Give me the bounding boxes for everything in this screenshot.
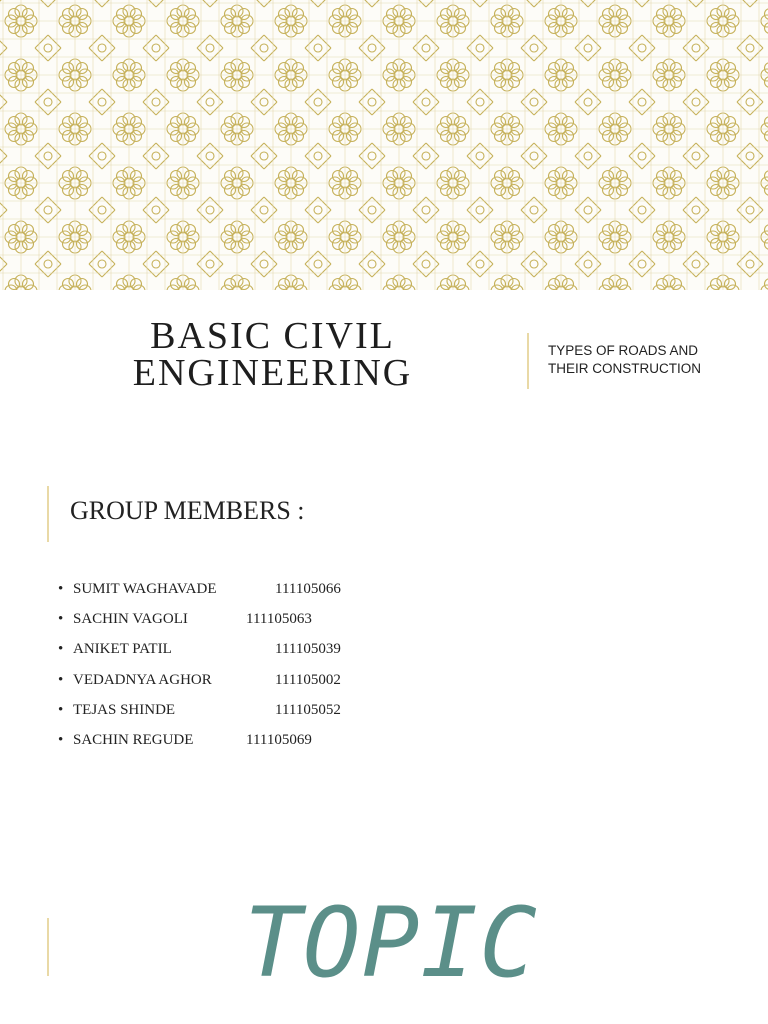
- slide-subtitle-line2: THEIR CONSTRUCTION: [548, 361, 701, 376]
- topic-accent-bar: [47, 918, 49, 976]
- bullet-icon: •: [58, 611, 64, 628]
- bullet-icon: •: [58, 581, 64, 597]
- member-roll-number: 111105039: [275, 641, 341, 658]
- member-name: VEDADNYA AGHOR: [73, 671, 212, 688]
- members-accent-bar: [47, 486, 49, 542]
- slide-title: [100, 315, 445, 394]
- bullet-icon: •: [58, 671, 64, 688]
- topic-heading: TOPIC: [244, 887, 538, 999]
- bullet-icon: •: [58, 731, 64, 748]
- slide-title-line2: ENGINEERING: [132, 352, 413, 394]
- header-pattern: [0, 0, 768, 290]
- member-name: SUMIT WAGHAVADE: [73, 581, 217, 597]
- member-roll-number: 111105069: [246, 731, 312, 748]
- slide-subtitle-line1: TYPES OF ROADS AND: [548, 343, 699, 358]
- member-name: SACHIN VAGOLI: [73, 611, 188, 628]
- member-name: ANIKET PATIL: [73, 641, 172, 658]
- member-roll-number: 111105052: [275, 701, 341, 718]
- flower-lattice-icon: [0, 0, 768, 290]
- slide-subtitle: [548, 342, 748, 378]
- bullet-icon: •: [58, 701, 64, 718]
- member-roll-number: 111105002: [275, 671, 341, 688]
- slide-title-line1: BASIC CIVIL: [150, 315, 395, 357]
- member-name: SACHIN REGUDE: [73, 731, 194, 748]
- members-heading: GROUP MEMBERS :: [70, 496, 305, 525]
- bullet-icon: •: [58, 641, 64, 658]
- member-roll-number: 111105066: [275, 581, 341, 597]
- member-roll-number: 111105063: [246, 611, 312, 628]
- member-name: TEJAS SHINDE: [73, 701, 176, 718]
- subtitle-accent-bar: [527, 333, 529, 389]
